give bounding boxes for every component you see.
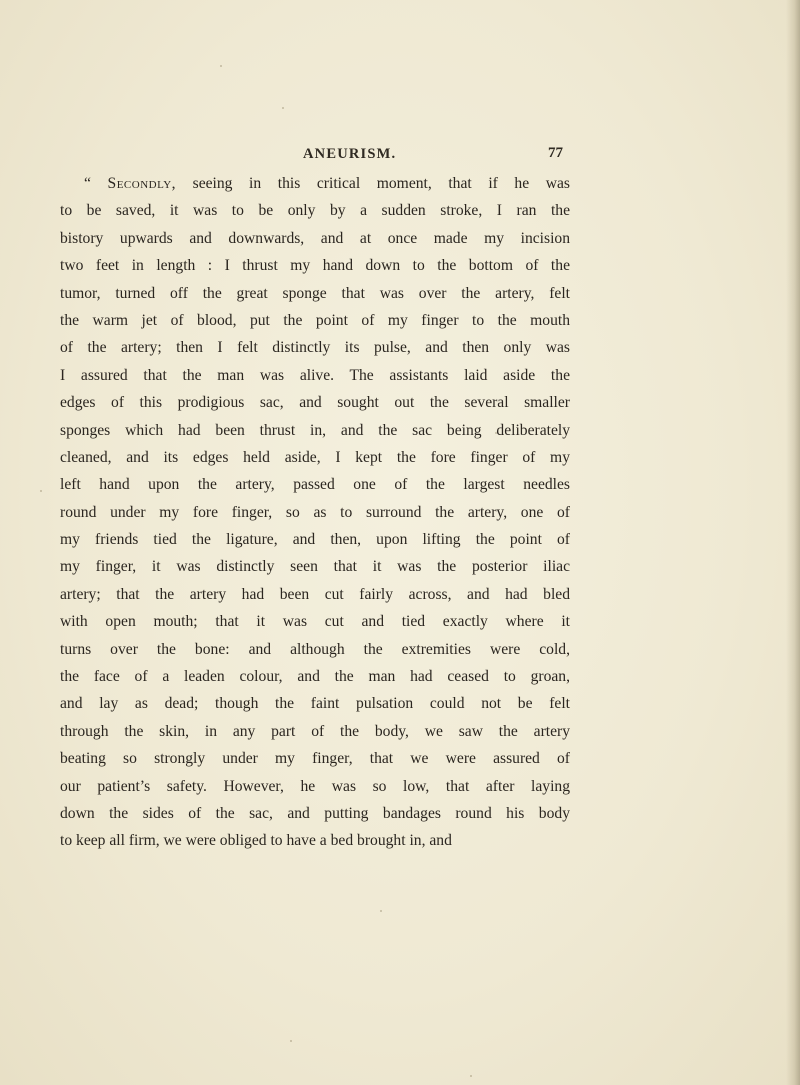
paper-speck: [350, 268, 352, 270]
text-line: through the skin, in any part of the body, we saw the artery: [60, 722, 570, 740]
text-line-last: to keep all firm, we were obliged to have a bed brought in, and: [60, 832, 452, 850]
text-line: artery; that the artery had been cut fairly across, and had bled: [60, 585, 570, 603]
text-line: cleaned, and its edges held aside, I kept the fore finger of my: [60, 448, 570, 466]
text-line: sponges which had been thrust in, and the sac being deliberately: [60, 421, 570, 439]
small-caps-lead-word: Secondly,: [107, 175, 177, 192]
text-line: my finger, it was distinctly seen that it was the posterior iliac: [60, 558, 570, 576]
text-line: beating so strongly under my finger, that we were assured of: [60, 750, 570, 768]
text-line: round under my fore finger, so as to surround the artery, one of: [60, 503, 570, 521]
page-number: 77: [548, 145, 563, 161]
text-line: bistory upwards and downwards, and at once made my incision: [60, 229, 570, 247]
text-line: down the sides of the sac, and putting bandages round his body: [60, 804, 570, 822]
paper-speck: [290, 1040, 292, 1042]
text-line: two feet in length : I thrust my hand down to the bottom of the: [60, 257, 570, 275]
paper-speck: [380, 910, 382, 912]
paper-speck: [470, 1075, 472, 1077]
paper-speck: [495, 432, 497, 434]
opening-quote: “: [84, 175, 91, 192]
text-line: our patient’s safety. However, he was so low, that after laying: [60, 777, 570, 795]
text-line: and lay as dead; though the faint pulsation could not be felt: [60, 695, 570, 713]
text-line: I assured that the man was alive. The assistants laid aside the: [60, 366, 570, 384]
running-head: [0, 146, 800, 166]
text-line: my friends tied the ligature, and then, upon lifting the point of: [60, 531, 570, 549]
text-line: the face of a leaden colour, and the man had ceased to groan,: [60, 668, 570, 686]
paper-speck: [40, 490, 42, 492]
text-line: the warm jet of blood, put the point of my finger to the mouth: [60, 311, 570, 329]
text-line: turns over the bone: and although the extremities were cold,: [60, 640, 570, 658]
body-text: [60, 170, 570, 855]
text-line: of the artery; then I felt distinctly its pulse, and then only was: [60, 339, 570, 357]
text-line: edges of this prodigious sac, and sought out the several smaller: [60, 394, 570, 412]
text-line: left hand upon the artery, passed one of the largest needles: [60, 476, 570, 494]
running-head-title: ANEURISM.: [303, 146, 397, 162]
text-line: tumor, turned off the great sponge that was over the artery, felt: [60, 284, 570, 302]
paper-speck: [282, 107, 284, 109]
text-line: with open mouth; that it was cut and tied exactly where it: [60, 613, 570, 631]
text-line: to be saved, it was to be only by a sudden stroke, I ran the: [60, 202, 570, 220]
text-line-first: [60, 170, 570, 197]
first-line-rest: seeing in this critical moment, that if he was: [176, 175, 570, 192]
paper-speck: [220, 65, 222, 67]
